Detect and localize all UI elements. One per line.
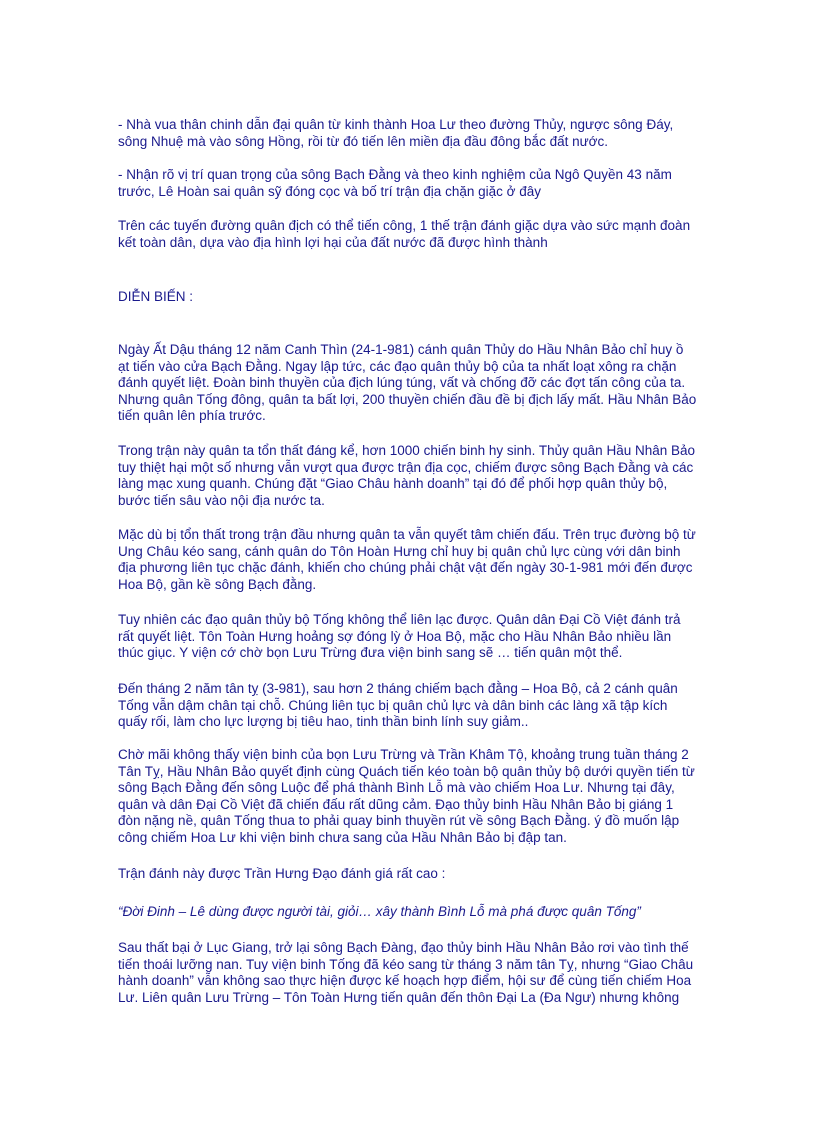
paragraph-luc-giang: Sau thất bại ở Lục Giang, trở lại sông Bạch Đàng, đạo thủy binh Hầu Nhân Bảo rơi vào tình thế tiến thoái lưỡng nan. Tuy viện binh Tống đã kéo sang từ tháng 3 năm tân Tỵ, nhưng “Giao Châu hành doanh” vẫn không sao thực hiện được kế hoạch hợp điểm, hội sư để cùng tiến chiếm Hoa Lư. Liên quân Lưu Trừng – Tôn Toàn Hưng tiến quân đến thôn Đại La (Đa Ngư) nhưng không: [118, 940, 694, 1005]
paragraph-no-contact: Tuy nhiên các đạo quân thủy bộ Tống không thể liên lạc được. Quân dân Đại Cồ Việt đánh trả rất quyết liệt. Tôn Toàn Hưng hoảng sợ đóng lỳ ở Hoa Bộ, mặc cho Hầu Nhân Bảo nhiều lần thúc giục. Y viện cớ chờ bọn Lưu Trừng đưa viện binh sang sẽ … tiến quân một thể.: [118, 612, 681, 660]
paragraph-assessment: Trận đánh này được Trần Hưng Đạo đánh giá rất cao :: [118, 866, 446, 881]
paragraph-first-attack: Ngày Ất Dậu tháng 12 năm Canh Thìn (24-1-981) cánh quân Thủy do Hầu Nhân Bảo chỉ huy ồ ạt tiến vào cửa Bạch Đằng. Ngay lập tức, các đạo quân thủy bộ của ta nhất loạt xông ra chặn đánh quyết liệt. Đoàn binh thuyền của địch lúng túng, vất và chống đỡ các đợt tấn công của ta. Nhưng quân Tống đông, quân ta bất lợi, 200 thuyền chiến đầu đề bị địch lấy mất. Hầu Nhân Bảo tiến quân lên phía trước.: [118, 342, 697, 423]
paragraph-losses: Trong trận này quân ta tổn thất đáng kể, hơn 1000 chiến binh hy sinh. Thủy quân Hầu Nhân Bảo tuy thiệt hại một số nhưng vẫn vượt qua được trận địa cọc, chiếm được sông Bạch Đằng và các làng mạc xung quanh. Chúng đặt “Giao Châu hành doanh” tại đó để phối hợp quân thủy bộ, bước tiến sâu vào nội địa nước ta.: [118, 443, 696, 508]
paragraph-king-campaign: - Nhà vua thân chinh dẫn đại quân từ kinh thành Hoa Lư theo đường Thủy, ngược sông Đáy, sông Nhuệ mà vào sông Hồng, rồi từ đó tiến lên miền địa đầu đông bắc đất nước.: [118, 117, 674, 149]
section-heading-dien-bien: DIỄN BIẾN :: [118, 289, 194, 304]
paragraph-bach-dang-stakes: - Nhận rõ vị trí quan trọng của sông Bạch Đằng và theo kinh nghiệm của Ngô Quyền 43 năm trước, Lê Hoàn sai quân sỹ đóng cọc và bố trí trận địa chặn giặc ở đây: [118, 167, 672, 199]
paragraph-binh-lo: Chờ mãi không thấy viện binh của bọn Lưu Trừng và Trần Khâm Tộ, khoảng trung tuần tháng 2 Tân Tỵ, Hầu Nhân Bảo quyết định cùng Quách tiến kéo toàn bộ quân thủy bộ dưới quyền tiến từ sông Bạch Đằng đến sông Luộc để phá thành Bình Lỗ mà vào chiếm Hoa Lư. Nhưng tại đây, quân và dân Đại Cồ Việt đã chiến đấu rất dũng cảm. Đạo thủy binh Hầu Nhân Bảo bị giáng 1 đòn nặng nề, quân Tống thua to phải quay binh thuyền rút về sông Bạch Đằng. ý đồ muốn lập công chiếm Hoa Lư khi viện binh chưa sang của Hầu Nhân Bảo bị đập tan.: [118, 747, 695, 845]
paragraph-battle-formation: Trên các tuyến đường quân địch có thể tiến công, 1 thế trận đánh giặc dựa vào sức mạnh đoàn kết toàn dân, dựa vào địa hình lợi hại của đất nước đã được hình thành: [118, 218, 691, 250]
paragraph-month-two: Đến tháng 2 năm tân tỵ (3-981), sau hơn 2 tháng chiếm bạch đằng – Hoa Bộ, cả 2 cánh quân Tống vẫn dậm chân tại chỗ. Chúng liên tục bị quân chủ lực và dân binh các làng xã tập kích quấy rối, làm cho lực lượng bị tiêu hao, tinh thần binh lính suy giảm..: [118, 681, 678, 729]
quote-dinh-le: “Đời Đinh – Lê dùng được người tài, giỏi… xây thành Bình Lỗ mà phá được quân Tống”: [118, 904, 641, 919]
paragraph-land-route: Mặc dù bị tổn thất trong trận đầu nhưng quân ta vẫn quyết tâm chiến đấu. Trên trục đường bộ từ Ung Châu kéo sang, cánh quân do Tôn Hoàn Hưng chỉ huy bị quân chủ lực cùng với dân binh địa phương liên tục chặc đánh, khiến cho chúng phải chật vật đến ngày 30-1-981 mới đến được Hoa Bộ, gần kề sông Bạch đằng.: [118, 527, 696, 592]
